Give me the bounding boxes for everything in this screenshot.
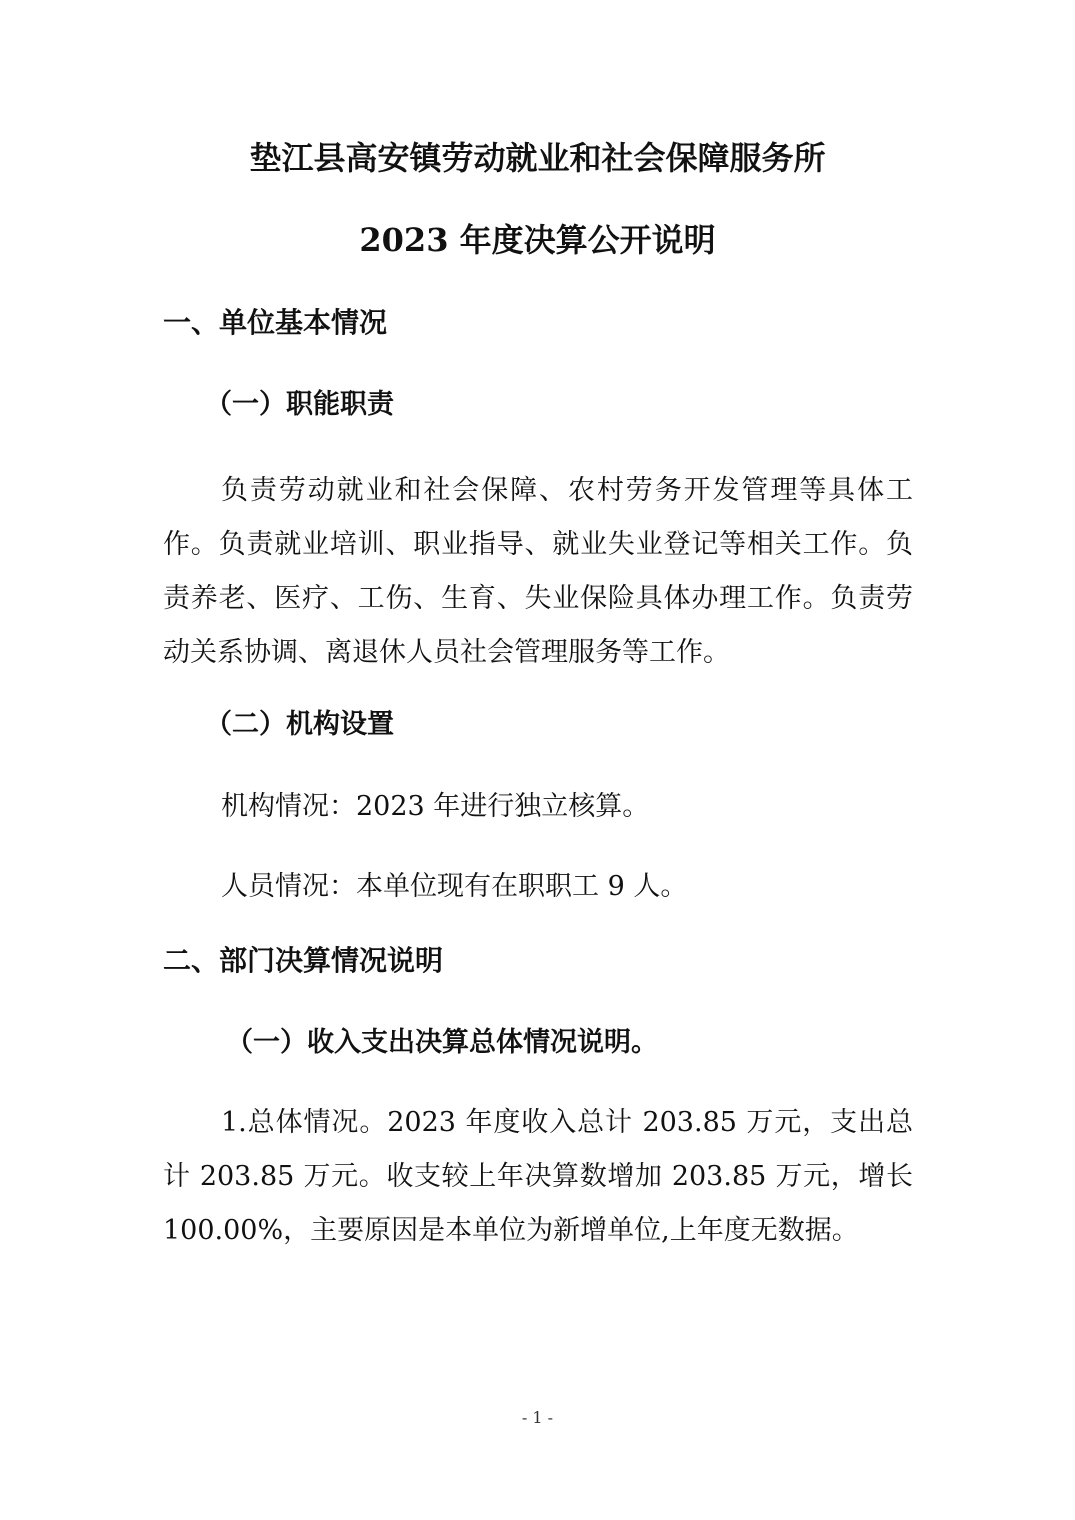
section-heading-final-accounts: 二、部门决算情况说明 (163, 944, 444, 977)
section-heading-basic-info: 一、单位基本情况 (163, 306, 388, 339)
subsection-heading-duties: （一）职能职责 (205, 389, 394, 420)
overall-situation-text: 2023 年度收入总计 203.85 万元，支出总计 203.85 万元。收支较上年决算数增加 203.85 万元，增长 100.00%，主要原因是本单位为新增单位,上年度无数据。 (163, 1107, 913, 1246)
staff-paragraph: 人员情况：本单位现有在职职工 9 人。 (221, 871, 688, 902)
overall-situation-paragraph (163, 1096, 913, 1258)
overall-situation-lead: 1.总体情况。 (221, 1107, 388, 1138)
document-title-line2: 2023 年度决算公开说明 (359, 221, 716, 259)
subsection-heading-organization: （二）机构设置 (205, 709, 394, 740)
document-title-line1: 垫江县高安镇劳动就业和社会保障服务所 (249, 139, 826, 177)
duties-paragraph: 负责劳动就业和社会保障、农村劳务开发管理等具体工作。负责就业培训、职业指导、就业失业登记等相关工作。负责养老、医疗、工伤、生育、失业保险具体办理工作。负责劳动关系协调、离退休人员社会管理服务等工作。 (163, 475, 913, 668)
organization-paragraph: 机构情况：2023 年进行独立核算。 (221, 791, 650, 822)
page-number: - 1 - (521, 1408, 554, 1427)
subsection-heading-income-expense: （一）收入支出决算总体情况说明。 (226, 1027, 658, 1058)
